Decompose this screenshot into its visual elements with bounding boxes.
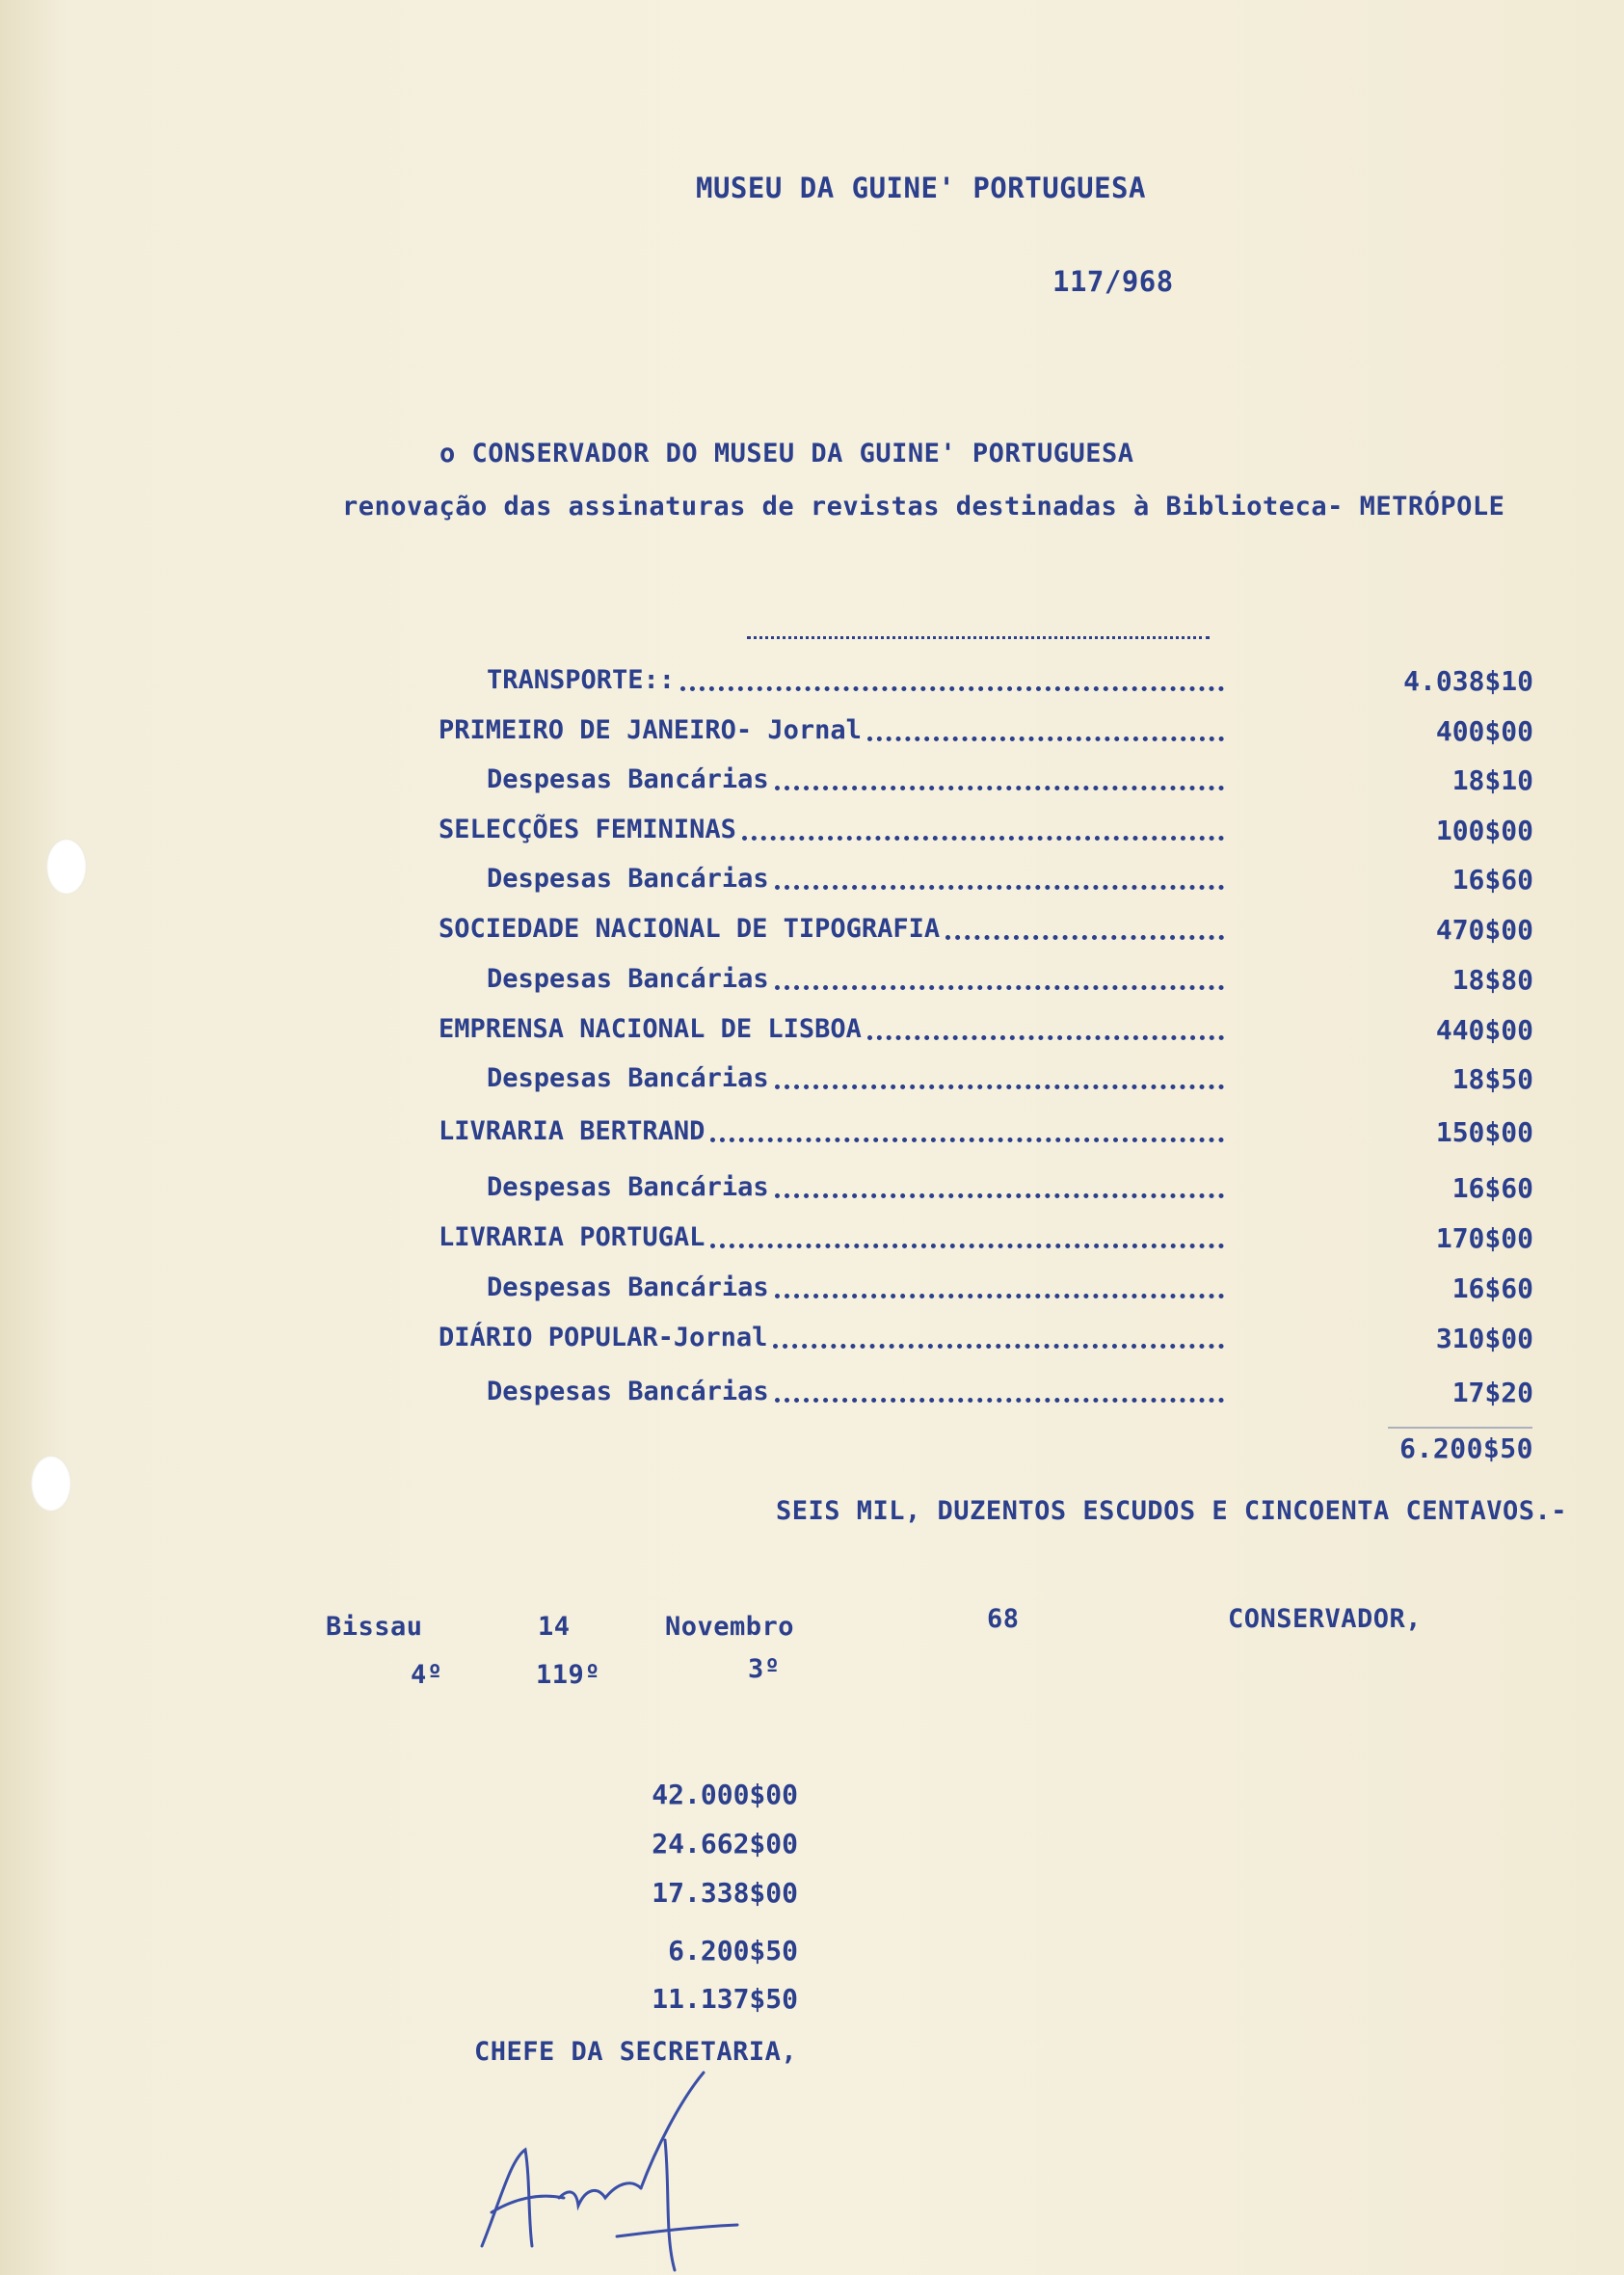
calc-line: 6.200$50 — [668, 1935, 798, 1967]
secretary-label: CHEFE DA SECRETARIA, — [474, 2037, 798, 2067]
date-day: 14 — [538, 1612, 571, 1642]
ledger-row — [0, 1116, 1624, 1155]
ledger-item-amount: 18$50 — [1451, 1063, 1533, 1095]
leader-dots — [775, 786, 1224, 790]
ledger-item-label: LIVRARIA PORTUGAL — [439, 1222, 706, 1252]
ledger-item-label: Despesas Bancárias — [487, 1172, 769, 1202]
ledger-item-label: Despesas Bancárias — [487, 1063, 769, 1093]
ledger-item-label: Despesas Bancárias — [487, 764, 769, 794]
ledger-row — [0, 864, 1624, 902]
institution-heading: MUSEU DA GUINE' PORTUGUESA — [696, 172, 1146, 204]
subject-line: renovação das assinaturas de revistas destinadas à Biblioteca- METRÓPOLE — [342, 492, 1505, 522]
ledger-item-amount: 440$00 — [1435, 1014, 1533, 1046]
handwritten-signature — [472, 2053, 752, 2275]
ledger-item-amount: 310$00 — [1435, 1323, 1533, 1354]
separator-dots — [747, 636, 1210, 639]
leader-dots — [775, 1193, 1224, 1198]
leader-dots — [680, 686, 1224, 691]
ledger-row — [0, 914, 1624, 952]
ledger-item-amount: 100$00 — [1435, 815, 1533, 846]
ledger-item-amount: 17$20 — [1451, 1377, 1533, 1408]
ledger-row — [0, 665, 1624, 704]
ledger-item-amount: 16$60 — [1451, 864, 1533, 896]
calc-line: 24.662$00 — [652, 1828, 798, 1860]
ledger-item-label: Despesas Bancárias — [487, 1377, 769, 1406]
ledger-item-amount: 16$60 — [1451, 1272, 1533, 1304]
ledger-item-label: DIÁRIO POPULAR-Jornal — [439, 1323, 768, 1352]
total-in-words: SEIS MIL, DUZENTOS ESCUDOS E CINCOENTA CENTAVOS.- — [776, 1496, 1568, 1526]
ledger-item-label: Despesas Bancárias — [487, 1272, 769, 1302]
ledger-item-amount: 400$00 — [1435, 715, 1533, 747]
date-year: 68 — [987, 1604, 1020, 1634]
punch-hole-bottom — [31, 1456, 71, 1512]
calc-line: 11.137$50 — [652, 1983, 798, 2015]
ledger-row — [0, 764, 1624, 803]
classification-c: 3º — [748, 1654, 781, 1684]
classification-a: 4º — [411, 1660, 443, 1690]
conservador-signature-label: CONSERVADOR, — [1228, 1604, 1423, 1634]
total-rule — [1388, 1427, 1532, 1429]
ledger-row — [0, 1063, 1624, 1102]
ledger-row — [0, 1323, 1624, 1361]
leader-dots — [742, 836, 1224, 841]
ledger-row — [0, 815, 1624, 853]
ledger-item-amount: 18$10 — [1451, 764, 1533, 796]
place: Bissau — [326, 1612, 423, 1642]
date-month: Novembro — [665, 1612, 795, 1642]
ledger-item-label: PRIMEIRO DE JANEIRO- Jornal — [439, 715, 862, 745]
ledger-row — [0, 1377, 1624, 1415]
leader-dots — [775, 1294, 1224, 1298]
ledger-item-label: EMPRENSA NACIONAL DE LISBOA — [439, 1014, 862, 1044]
calc-line: 17.338$00 — [652, 1877, 798, 1909]
ledger-row — [0, 1172, 1624, 1211]
ledger-item-amount: 150$00 — [1435, 1116, 1533, 1148]
ledger-item-amount: 4.038$10 — [1403, 665, 1533, 697]
ledger-row — [0, 1014, 1624, 1053]
ledger-item-label: TRANSPORTE:: — [487, 665, 676, 695]
ledger-row — [0, 1222, 1624, 1261]
leader-dots — [775, 985, 1224, 990]
ledger-item-label: SELECÇÕES FEMININAS — [439, 815, 736, 844]
ledger-item-amount: 470$00 — [1435, 914, 1533, 946]
leader-dots — [945, 935, 1224, 940]
ledger-row — [0, 715, 1624, 754]
total-amount: 6.200$50 — [1399, 1432, 1533, 1464]
leader-dots — [867, 736, 1224, 741]
leader-dots — [775, 1398, 1224, 1403]
ledger-item-amount: 18$80 — [1451, 964, 1533, 996]
leader-dots — [867, 1035, 1224, 1040]
leader-dots — [773, 1344, 1224, 1349]
classification-b: 119º — [536, 1660, 601, 1690]
ledger-item-label: SOCIEDADE NACIONAL DE TIPOGRAFIA — [439, 914, 941, 944]
ledger-item-label: Despesas Bancárias — [487, 964, 769, 994]
leader-dots — [775, 1084, 1224, 1089]
reference-number: 117/968 — [1052, 265, 1174, 298]
ledger-item-amount: 170$00 — [1435, 1222, 1533, 1254]
sender-line: o CONSERVADOR DO MUSEU DA GUINE' PORTUGUESA — [439, 439, 1134, 468]
ledger-item-amount: 16$60 — [1451, 1172, 1533, 1204]
ledger-row — [0, 1272, 1624, 1311]
ledger-item-label: Despesas Bancárias — [487, 864, 769, 894]
leader-dots — [710, 1138, 1224, 1142]
leader-dots — [710, 1244, 1224, 1248]
leader-dots — [775, 885, 1224, 890]
calc-line: 42.000$00 — [652, 1779, 798, 1810]
ledger-item-label: LIVRARIA BERTRAND — [439, 1116, 706, 1146]
ledger-row — [0, 964, 1624, 1003]
